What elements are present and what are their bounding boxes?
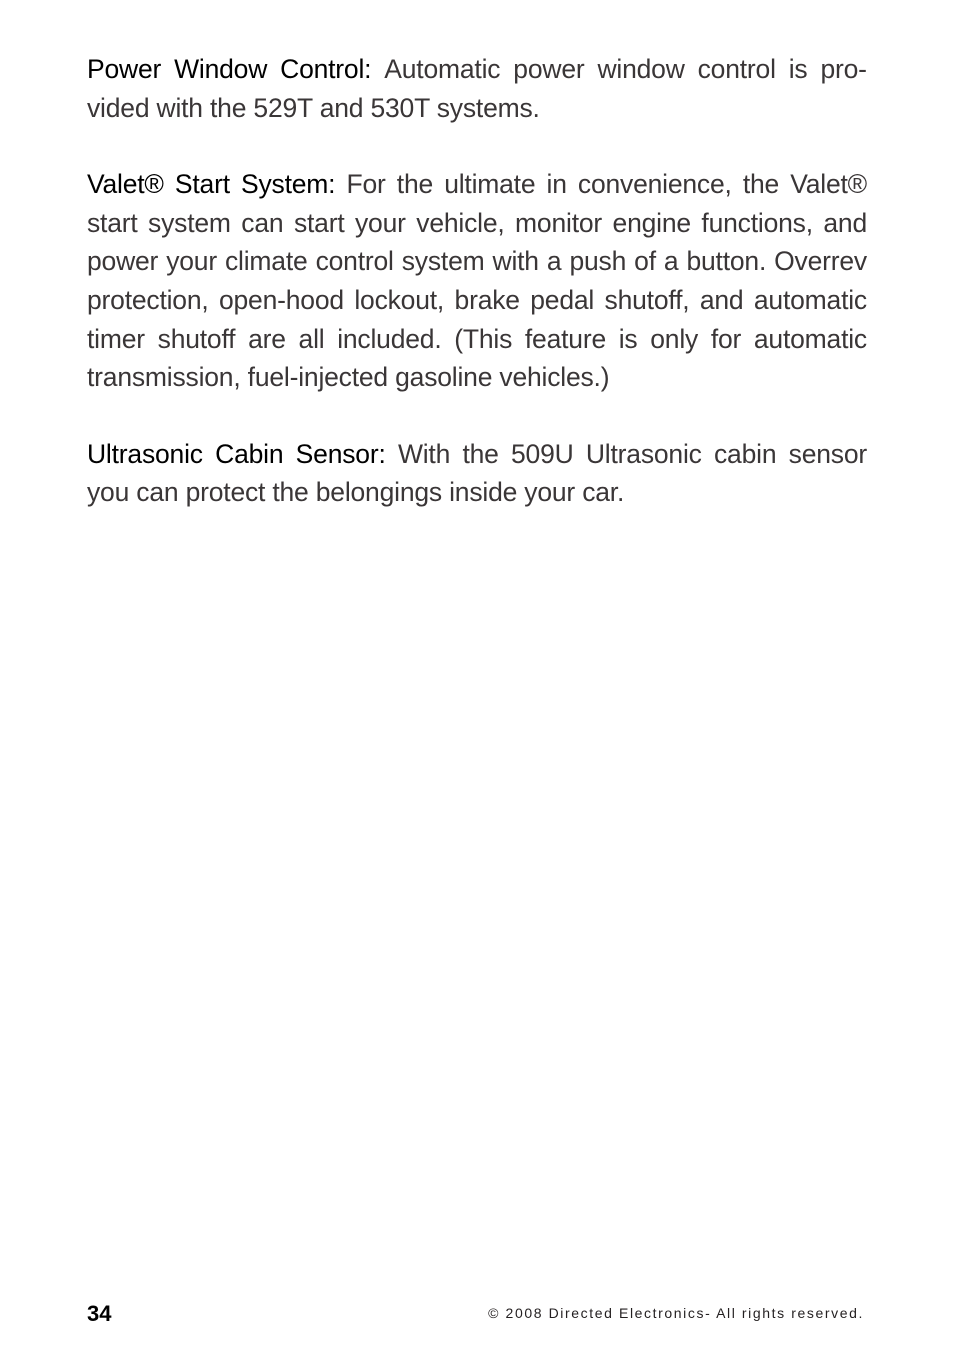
section-valet-start-system <box>87 165 867 397</box>
section-body: For the ultimate in convenience, the Valet® start system can start your vehicle, monitor engine functions, and power your climate control system with a push of a button. Overrev protection, open-hood lockout, brake pedal shutoff, and automatic timer shutoff are all included. (This feature is only for automatic transmission, fuel-injected gasoline vehicles.) <box>87 169 867 393</box>
section-body: Automatic power window control is provided with the 529T and 530T systems. <box>87 54 867 123</box>
page-number: 34 <box>87 1301 112 1326</box>
section-heading: Ultrasonic Cabin Sensor: <box>87 438 398 469</box>
section-heading: Power Window Control: <box>87 54 385 84</box>
copyright-notice: © 2008 Directed Electronics- All rights reserved. <box>488 1305 864 1321</box>
section-power-window-control <box>87 50 867 127</box>
section-body: With the 509U Ultrasonic cabin sensor you can protect the belongings inside your car. <box>87 438 868 508</box>
page-content <box>87 50 867 550</box>
section-heading: Valet® Start System: <box>87 169 347 200</box>
section-ultrasonic-cabin-sensor <box>87 435 867 512</box>
